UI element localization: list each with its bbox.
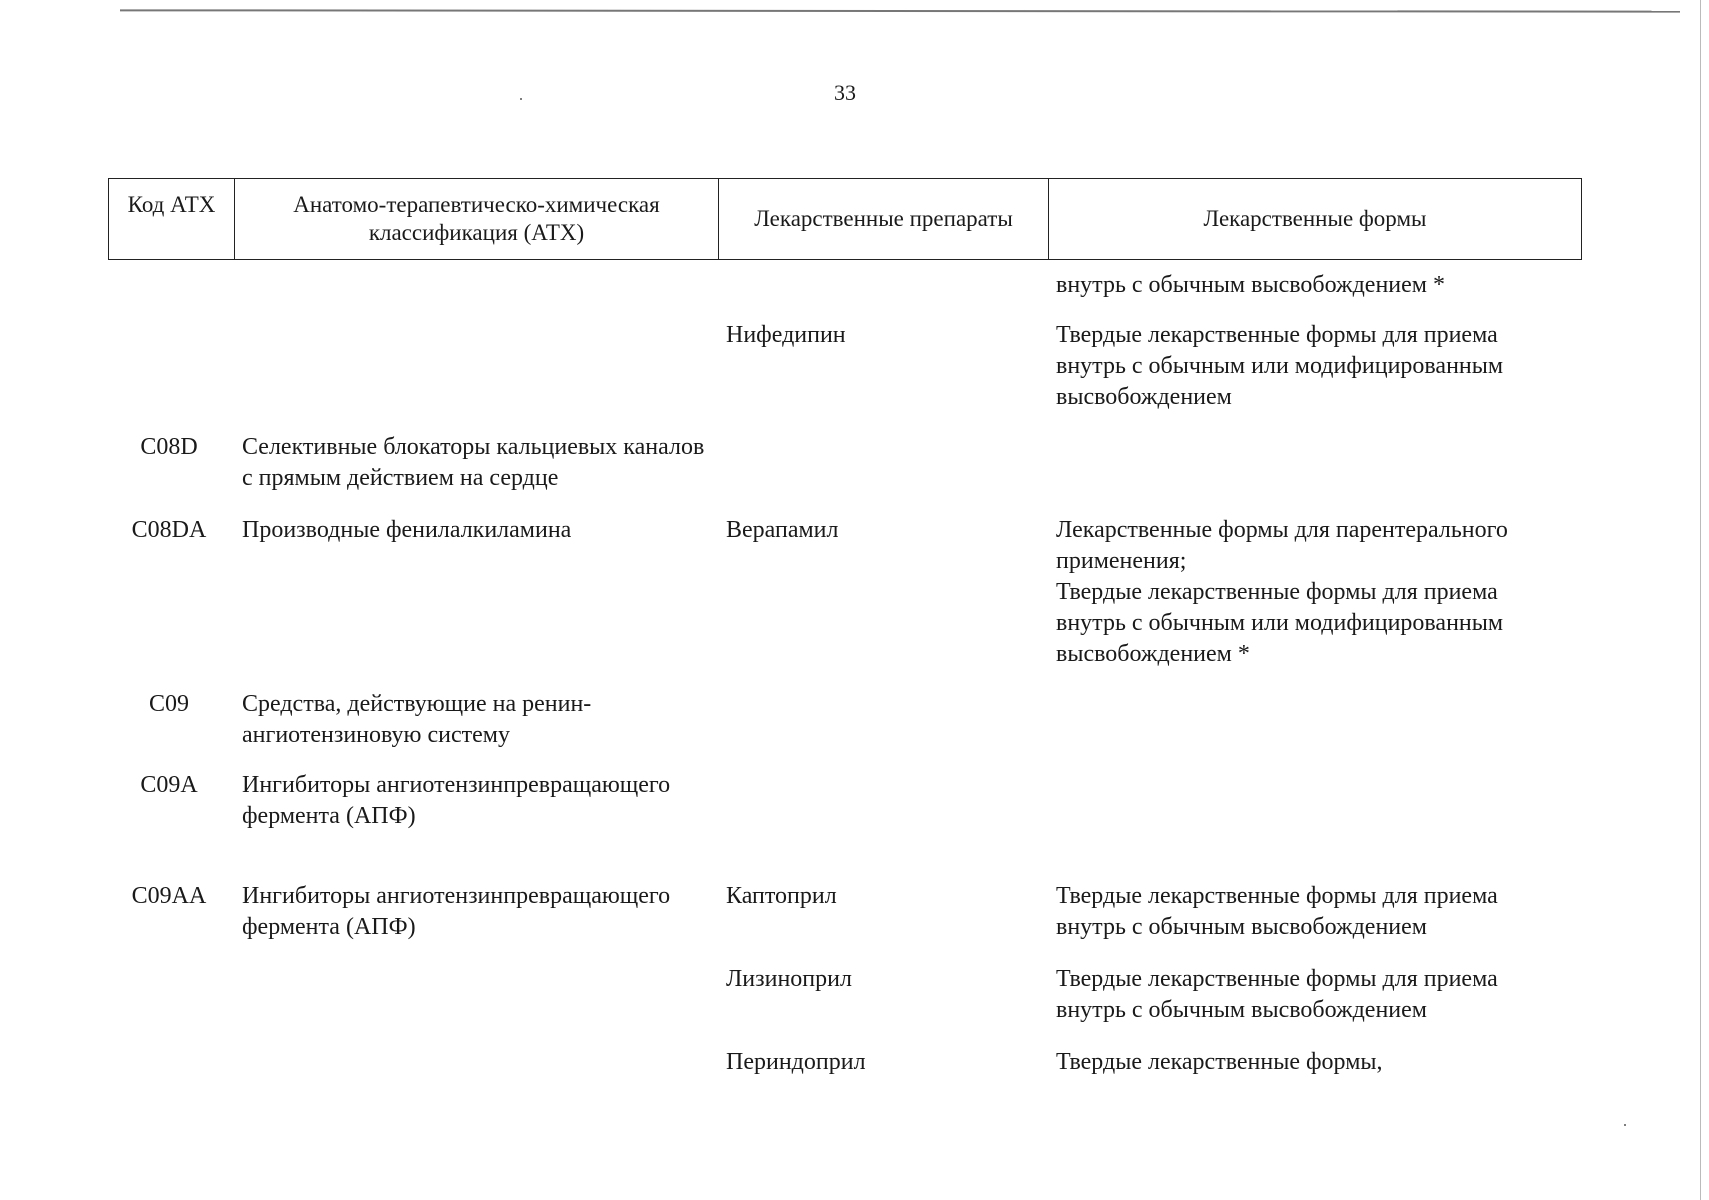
dosage-form: Твердые лекарственные формы для приема внутрь с обычным высвобождением (1056, 966, 1498, 1023)
table-header (108, 178, 1582, 260)
header-forms: Лекарственные формы (1203, 206, 1427, 231)
drug-name: Лизиноприл (726, 966, 852, 992)
drug-name: Верапамил (726, 517, 839, 543)
header-classification: Анатомо-терапевтическо-химическая классификация (АТХ) (235, 179, 719, 259)
table-row (108, 432, 1582, 515)
atc-code (108, 270, 234, 320)
atc-code: C09AA (131, 883, 207, 909)
atc-code: C09A (140, 772, 198, 798)
table-row (108, 270, 1582, 320)
scan-speck (520, 98, 522, 100)
header-code: Код АТХ (109, 179, 235, 259)
atc-classification: Производные фенилалкиламина (242, 517, 572, 543)
table-body (108, 270, 1582, 1087)
table-row (108, 1047, 1582, 1087)
atc-classification: Ингибиторы ангиотензинпревращающего фермента (АПФ) (242, 772, 671, 829)
drug-name: Периндоприл (726, 1049, 866, 1075)
scan-right-edge (1700, 0, 1701, 1200)
scan-speck (1624, 1124, 1626, 1126)
table-row (108, 515, 1582, 689)
header-drugs: Лекарственные препараты (719, 179, 1049, 259)
table-row (108, 689, 1582, 770)
table-row (108, 881, 1582, 964)
drug-name (718, 270, 1048, 320)
drug-name: Каптоприл (726, 883, 837, 909)
drug-name: Нифедипин (726, 322, 846, 348)
dosage-form-group (1048, 515, 1582, 689)
atc-classification (234, 270, 718, 320)
atc-classification: Средства, действующие на ренин-ангиотензиновую систему (242, 691, 592, 748)
table-row (108, 320, 1582, 432)
dosage-form: Твердые лекарственные формы для приема внутрь с обычным или модифицированным высвобождением (1056, 322, 1504, 410)
dosage-form: Твердые лекарственные формы для приема внутрь с обычным или модифицированным высвобождением * (1056, 579, 1504, 667)
dosage-form: Твердые лекарственные формы, (1056, 1049, 1383, 1075)
atc-code: C08DA (131, 517, 207, 543)
scan-top-edge (120, 9, 1680, 12)
dosage-form: Твердые лекарственные формы для приема внутрь с обычным высвобождением (1056, 883, 1498, 940)
page-number: 33 (834, 80, 856, 105)
dosage-form: Лекарственные формы для парентерального применения; (1056, 517, 1508, 574)
dosage-form: внутрь с обычным высвобождением * (1056, 272, 1445, 298)
atc-classification: Ингибиторы ангиотензинпревращающего фермента (АПФ) (242, 883, 671, 940)
atc-code: C08D (140, 434, 198, 460)
table-row (108, 964, 1582, 1047)
atc-classification: Селективные блокаторы кальциевых каналов с прямым действием на сердце (242, 434, 705, 491)
table-row (108, 770, 1582, 881)
atc-code: C09 (148, 691, 189, 717)
